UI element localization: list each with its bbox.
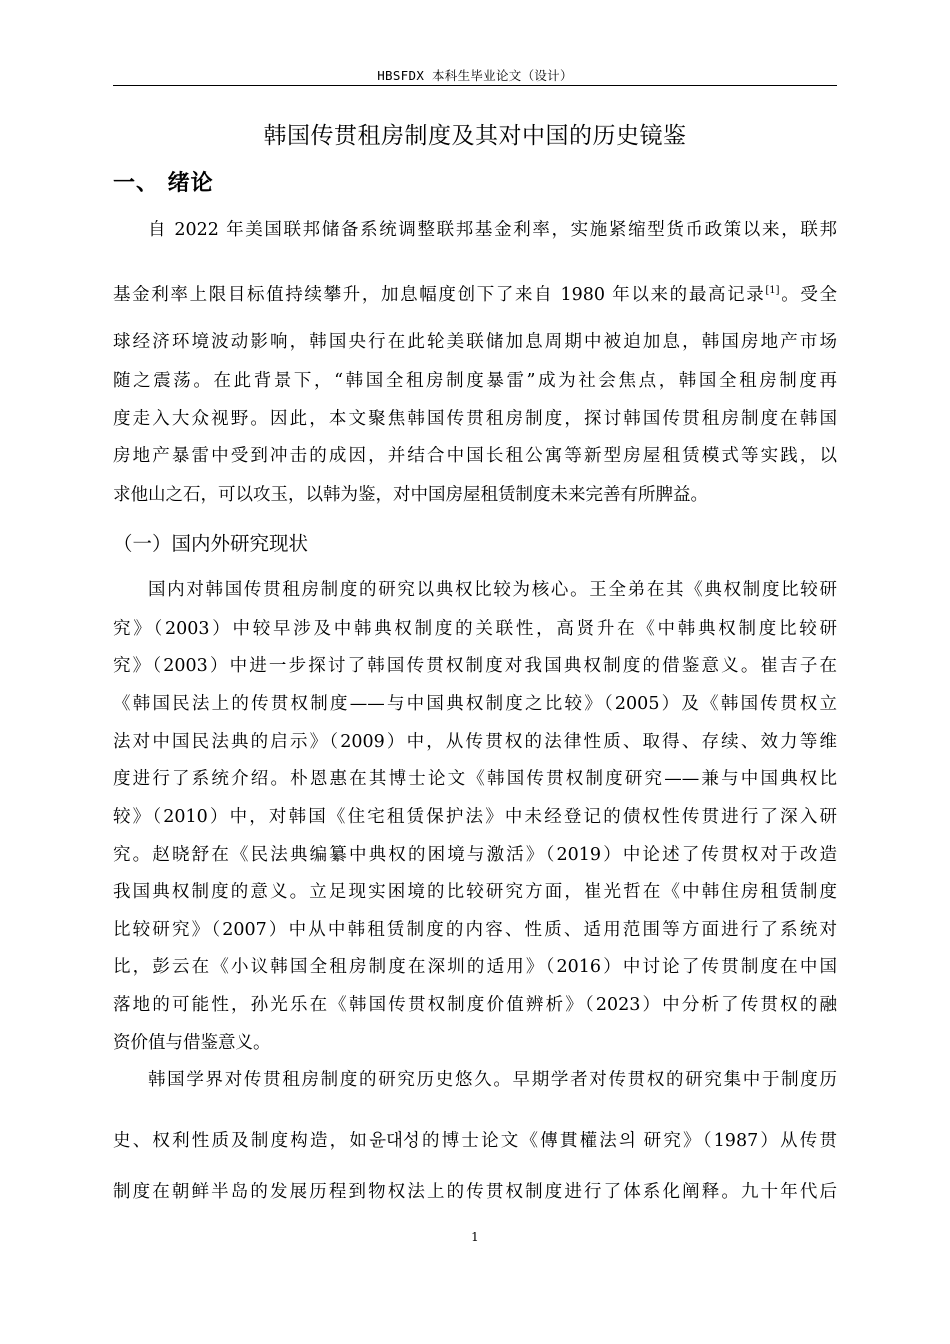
document-title: 韩国传贯租房制度及其对中国的历史镜鉴 xyxy=(263,123,687,149)
paragraph3-line1: 韩国学界对传贯租房制度的研究历史悠久。早期学者对传贯权的研究集中于制度历 xyxy=(148,1070,837,1090)
paragraph2-line13: 资价值与借鉴意义。 xyxy=(113,1033,271,1053)
paragraph2-line1: 国内对韩国传贯租房制度的研究以典权比较为核心。王全弟在其《典权制度比较研 xyxy=(148,580,837,600)
paragraph1-line5: 度走入大众视野。因此，本文聚焦韩国传贯租房制度，探讨韩国传贯租房制度在韩国 xyxy=(113,409,837,429)
paragraph1-line2 xyxy=(113,282,837,308)
subsection-heading: （一）国内外研究现状 xyxy=(113,532,309,555)
paragraph2-line8: 究。赵晓舒在《民法典编纂中典权的困境与激活》（2019）中论述了传贯权对于改造 xyxy=(113,845,837,865)
paragraph1-line2-end: 。受全 xyxy=(779,285,837,305)
paragraph1-line6: 房地产暴雷中受到冲击的成因，并结合中国长租公寓等新型房屋租赁模式等实践，以 xyxy=(113,446,837,466)
section-heading: 一、 绪论 xyxy=(113,171,214,196)
paragraph1-line1: 自 2022 年美国联邦储备系统调整联邦基金利率，实施紧缩型货币政策以来，联邦 xyxy=(148,220,837,240)
paragraph2-line9: 我国典权制度的意义。立足现实困境的比较研究方面，崔光哲在《中韩住房租赁制度 xyxy=(113,882,837,902)
paragraph3-line3: 制度在朝鲜半岛的发展历程到物权法上的传贯权制度进行了体系化阐释。九十年代后 xyxy=(113,1182,837,1202)
paragraph2-line3: 究》（2003）中进一步探讨了韩国传贯权制度对我国典权制度的借鉴意义。崔吉子在 xyxy=(113,656,837,676)
paragraph2-line10: 比较研究》（2007）中从中韩租赁制度的内容、性质、适用范围等方面进行了系统对 xyxy=(113,920,837,940)
paragraph1-line4: 随之震荡。在此背景下，“韩国全租房制度暴雷”成为社会焦点，韩国全租房制度再 xyxy=(113,371,837,391)
citation-ref[interactable]: [1] xyxy=(765,285,780,297)
running-header: HBSFDX 本科生毕业论文（设计） xyxy=(377,68,573,83)
paragraph2-line7: 较》（2010）中，对韩国《住宅租赁保护法》中未经登记的债权性传贯进行了深入研 xyxy=(113,807,837,827)
paragraph2-line11: 比，彭云在《小议韩国全租房制度在深圳的适用》（2016）中讨论了传贯制度在中国 xyxy=(113,957,837,977)
paragraph2-line5: 法对中国民法典的启示》（2009）中，从传贯权的法律性质、取得、存续、效力等维 xyxy=(113,732,837,752)
page-number: 1 xyxy=(471,1230,479,1244)
paragraph1-line2-text: 基金利率上限目标值持续攀升，加息幅度创下了来自 1980 年以来的最高记录 xyxy=(113,285,766,305)
paragraph2-line4: 《韩国民法上的传贯权制度——与中国典权制度之比较》（2005）及《韩国传贯权立 xyxy=(113,694,837,714)
paragraph2-line12: 落地的可能性，孙光乐在《韩国传贯权制度价值辨析》（2023）中分析了传贯权的融 xyxy=(113,995,837,1015)
paragraph1-line3: 球经济环境波动影响，韩国央行在此轮美联储加息周期中被迫加息，韩国房地产市场 xyxy=(113,332,837,352)
paragraph2-line6: 度进行了系统介绍。朴恩惠在其博士论文《韩国传贯权制度研究——兼与中国典权比 xyxy=(113,769,837,789)
header-rule xyxy=(113,85,837,86)
paragraph1-line7: 求他山之石，可以攻玉，以韩为鉴，对中国房屋租赁制度未来完善有所脾益。 xyxy=(113,485,708,505)
paragraph3-line2: 史、权利性质及制度构造，如윤대성的博士论文《傳貫權法의 研究》（1987）从传贯 xyxy=(113,1131,837,1151)
paragraph2-line2: 究》（2003）中较早涉及中韩典权制度的关联性，高贤升在《中韩典权制度比较研 xyxy=(113,619,837,639)
